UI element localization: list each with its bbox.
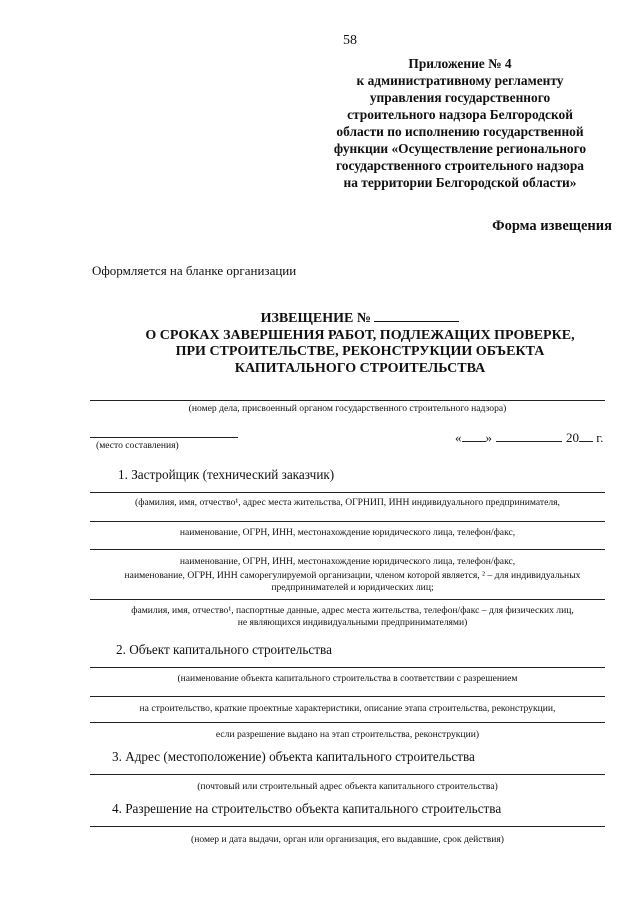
permit-line[interactable] [90, 826, 605, 827]
on-blank-note: Оформляется на бланке организации [92, 263, 297, 278]
page-number: 58 [343, 33, 357, 48]
appendix-line: строительного надзора Белгородской [347, 107, 573, 122]
permit-caption: (номер и дата выдачи, орган или организация, его выдавшие, срок действия) [191, 834, 504, 845]
developer-caption: (фамилия, имя, отчество¹, адрес места жительства, ОГРНИП, ИНН индивидуального предпринимателя, [135, 497, 560, 508]
object-line[interactable] [90, 696, 605, 697]
section-1-title: 1. Застройщик (технический заказчик) [118, 467, 335, 482]
form-title: Форма извещения [492, 218, 612, 234]
developer-caption: не являющихся индивидуальными предпринимателями) [237, 617, 468, 628]
section-3-title: 3. Адрес (местоположение) объекта капитального строительства [112, 749, 475, 764]
notice-title [100, 309, 620, 377]
notice-heading: ИЗВЕЩЕНИЕ № [260, 311, 371, 326]
place-caption: (место составления) [96, 440, 179, 451]
date-open-quote: « [455, 430, 462, 445]
developer-caption: фамилия, имя, отчество¹, паспортные данные, адрес места жительства, телефон/факс – для физических лиц, [131, 605, 574, 616]
section-4-title: 4. Разрешение на строительство объекта капитального строительства [112, 801, 502, 816]
developer-line[interactable] [90, 599, 605, 600]
appendix-line: области по исполнению государственной [336, 124, 584, 139]
appendix-header [300, 55, 620, 191]
date-close-quote: » [485, 430, 492, 445]
section-2-title: 2. Объект капитального строительства [116, 642, 332, 657]
appendix-line: к административному регламенту [356, 73, 564, 88]
address-line[interactable] [90, 774, 605, 775]
object-line[interactable] [90, 722, 605, 723]
address-caption: (почтовый или строительный адрес объекта капитального строительства) [197, 781, 498, 792]
case-number-caption: (номер дела, присвоенный органом государственного строительного надзора) [188, 403, 507, 414]
year-blank[interactable] [579, 430, 593, 442]
developer-caption: наименование, ОГРН, ИНН, местонахождение юридического лица, телефон/факс, [179, 527, 516, 538]
appendix-line: функции «Осуществление регионального [333, 141, 587, 156]
developer-line[interactable] [90, 549, 605, 550]
developer-caption: наименование, ОГРН, ИНН, местонахождение юридического лица, телефон/факс, [179, 556, 516, 567]
year-suffix: г. [596, 430, 604, 445]
appendix-line: Приложение № 4 [408, 56, 512, 71]
developer-line[interactable] [90, 492, 605, 493]
notice-number-blank[interactable] [374, 309, 459, 322]
developer-caption: предпринимателей и юридических лиц; [271, 582, 434, 593]
day-blank[interactable] [462, 430, 486, 442]
year-prefix: 20 [566, 430, 579, 445]
developer-caption: наименование, ОГРН, ИНН саморегулируемой организации, членом которой является, ² – для индивидуальных [124, 570, 581, 581]
appendix-line: государственного строительного надзора [336, 158, 584, 173]
month-blank[interactable] [496, 430, 562, 442]
appendix-line: на территории Белгородской области» [343, 175, 577, 190]
notice-title-line: КАПИТАЛЬНОГО СТРОИТЕЛЬСТВА [234, 360, 486, 376]
object-caption: (наименование объекта капитального строительства в соответствии с разрешением [177, 673, 518, 684]
notice-title-line: ПРИ СТРОИТЕЛЬСТВЕ, РЕКОНСТРУКЦИИ ОБЪЕКТА [175, 344, 545, 359]
date-field[interactable] [455, 430, 603, 446]
place-line[interactable] [90, 437, 238, 438]
notice-title-line: О СРОКАХ ЗАВЕРШЕНИЯ РАБОТ, ПОДЛЕЖАЩИХ ПРОВЕРКЕ, [145, 327, 575, 343]
object-caption: на строительство, краткие проектные характеристики, описание этапа строительства, реконструкции, [139, 703, 556, 714]
case-number-line[interactable] [90, 400, 605, 401]
developer-line[interactable] [90, 521, 605, 522]
object-line[interactable] [90, 667, 605, 668]
object-caption: если разрешение выдано на этап строительства, реконструкции) [215, 729, 480, 740]
appendix-line: управления государственного [369, 90, 551, 105]
